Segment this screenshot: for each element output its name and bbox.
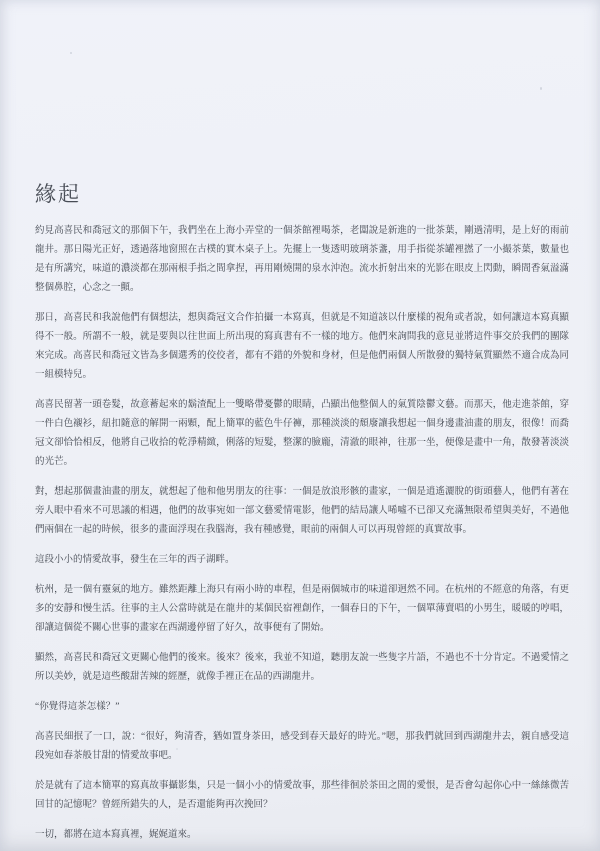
paragraph-3: 高喜民留著一頭卷髮，故意蓄起來的鬍渣配上一雙略帶憂鬱的眼睛，凸顯出他整個人的氣質陰鬱文藝。而那天，他走進茶館，穿一件白色襯衫，紐扣隨意的解開一兩顆，配上簡單的藍色牛仔褲，那種淡淡的頹廢讓我想起一個身邊畫油畫的朋友，很像！而喬冠文卻恰恰相反，他將自己收拾的乾淨精緻，俐落的短髮，整潔的臉龐，清澈的眼神，往那一坐，便像是畫中一角，散發著淡淡的光芒。 bbox=[35, 400, 569, 467]
paragraph-4: 對，想起那個畫油畫的朋友，就想起了他和他男朋友的往事：一個是放浪形骸的畫家，一個是逍遙灑脫的街頭藝人，他們有著在旁人眼中看來不可思議的相遇，他們的故事宛如一部文藝愛情電影，他們的結局讓人唏噓不已卻又充滿無限希望與美好，不過他們兩個在一起的時候，很多的畫面浮現在我腦海，我有種感覺，眼前的兩個人可以再現曾經的真實故事。 bbox=[35, 487, 569, 535]
paragraph-1: 約見高喜民和喬冠文的那個下午，我們坐在上海小弄堂的一個茶館裡喝茶，老闆說是新進的一批茶葉，剛過清明，是上好的雨前龍井。那日陽光正好，透過落地窗照在古樸的實木桌子上。先擺上一隻透明玻璃茶盞，用手指從茶罐裡撚了一小撮茶葉，數量也是有所講究，味道的濃淡都在那兩根手指之間拿捏，再用剛燒開的泉水沖泡。流水折射出來的光影在眼皮上閃動，瞬間香氣溢滿整個鼻腔，心念之一顫。 bbox=[35, 226, 569, 293]
paragraph-11: 一切，都將在這本寫真裡，娓娓道來。 bbox=[35, 830, 197, 840]
document-content bbox=[35, 182, 569, 851]
paragraph-8-quote: “你覺得這茶怎樣？” bbox=[35, 702, 120, 712]
paragraph-5: 這段小小的情愛故事，發生在三年的西子湖畔。 bbox=[35, 555, 235, 565]
paragraph-7: 顯然，高喜民和喬冠文更關心他們的後來。後來？後來，我並不知道，聽朋友說一些隻字片語，不過也不十分肯定。不過愛情之所以美妙，就是這些酸甜苦辣的經歷，就像手裡正在品的西湖龍井。 bbox=[35, 653, 569, 682]
paragraph-6: 杭州，是一個有靈氣的地方。雖然距離上海只有兩小時的車程，但是兩個城市的味道卻迥然不同。在杭州的不經意的角落，有更多的安靜和慢生活。往事的主人公當時就是在龍井的某個民宿裡創作，一個春日的下午，一個單薄賣唱的小男生，暖暖的哼唱，卻讓這個從不關心世事的畫家在西湖邊停留了好久，故事便有了開始。 bbox=[35, 585, 569, 633]
page-title: 緣起 bbox=[35, 182, 81, 206]
paragraph-9: 高喜民細抿了一口，說：“很好，夠清香，猶如置身茶田，感受到春天最好的時光。”嗯，那我們就回到西湖龍井去，親自感受這段宛如春茶般甘甜的情愛故事吧。 bbox=[35, 732, 569, 761]
paragraph-2: 那日，高喜民和我說他們有個想法，想與喬冠文合作拍攝一本寫真，但就是不知道該以什麼樣的視角或者說，如何讓這本寫真顯得不一般。所謂不一般，就是要與以往世面上所出現的寫真書有不一樣的地方。他們來詢問我的意見並將這件事交於我們的團隊來完成。高喜民和喬冠文皆為多個選秀的佼佼者，都有不錯的外貌和身材，但是他們兩個人所散發的獨特氣質顯然不適合成為同一組模特兒。 bbox=[35, 313, 569, 380]
paragraph-10: 於是就有了這本簡單的寫真故事攝影集，只是一個小小的情愛故事，那些徘徊於茶田之間的愛恨，是否會勾起你心中一絲絲微苦回甘的記憶呢？曾經所錯失的人，是否還能夠再次挽回？ bbox=[35, 781, 569, 810]
scan-artifact-speck bbox=[70, 52, 72, 54]
scan-artifact-speck bbox=[540, 87, 542, 90]
